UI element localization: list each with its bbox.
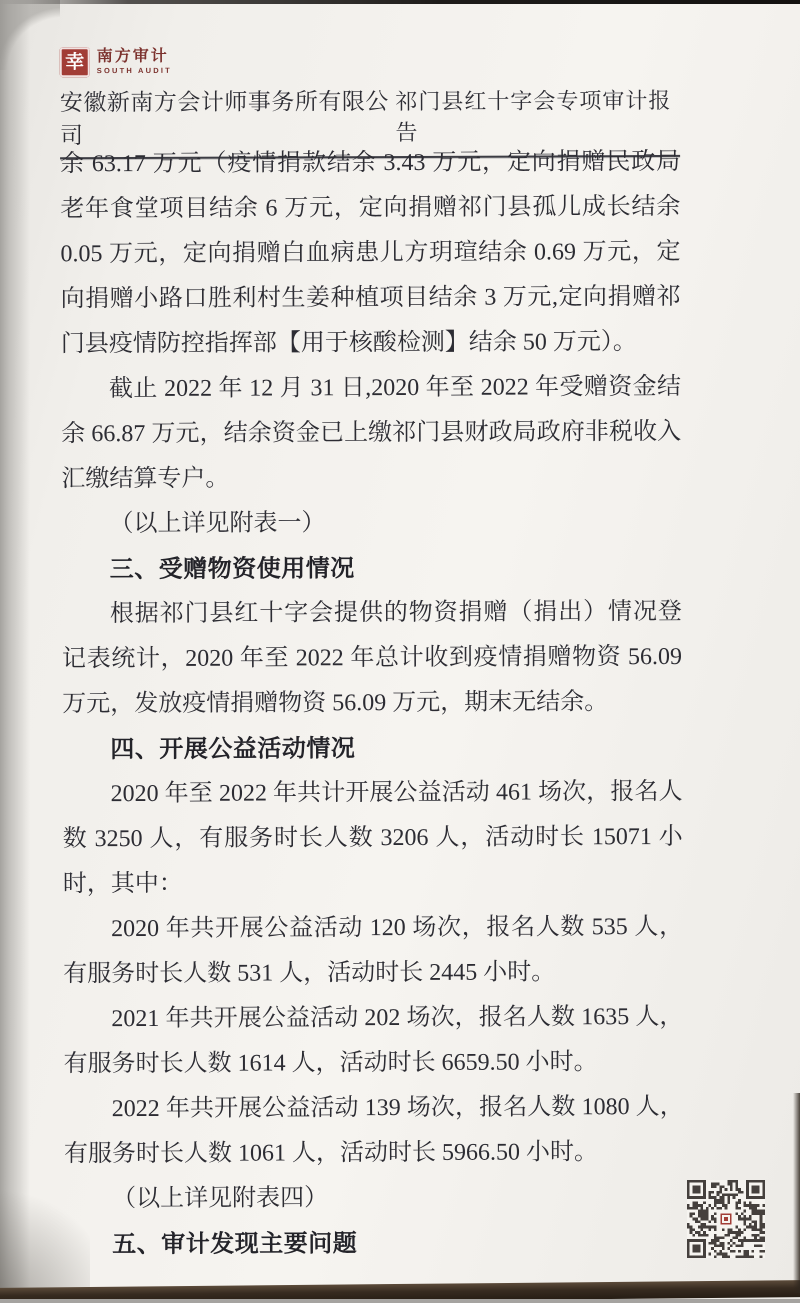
brand-wordmark <box>97 49 172 75</box>
paragraph: 2020 年至 2022 年共计开展公益活动 461 场次，报名人数 3250 人，有服务时长人数 3206 人，活动时长 15071 小时，其中： <box>62 778 683 898</box>
scan-corner-topleft <box>0 0 60 70</box>
firm-name: 安徽新南方会计师事务所有限公司 <box>59 89 389 149</box>
section-heading: 三、受赠物资使用情况 <box>109 555 355 584</box>
paragraph: （以上详见附表一） <box>109 510 326 538</box>
paragraph: （以上详见附表四） <box>112 1185 329 1213</box>
document-body <box>60 140 684 1267</box>
scan-edge-bottom-strip <box>0 1299 800 1303</box>
scan-edge-left <box>0 0 30 1303</box>
paragraph: 2020 年共开展公益活动 120 场次，报名人数 535 人，有服务时长人数 531 人，活动时长 2445 小时。 <box>63 913 684 988</box>
section-heading: 五、审计发现主要问题 <box>112 1230 358 1259</box>
paragraph: 截止 2022 年 12 月 31 日,2020 年至 2022 年受赠资金结余 66.87 万元，结余资金已上缴祁门县财政局政府非税收入汇缴结算专户。 <box>61 373 682 493</box>
firm-logo <box>60 45 680 77</box>
brand-name-en: SOUTH AUDIT <box>96 66 172 76</box>
brand-name-cn: 南方审计 <box>96 48 169 66</box>
firm-seal-icon <box>60 47 90 77</box>
seal-glyph: 幸 <box>65 51 85 73</box>
scan-shadow-bottomleft <box>0 1183 90 1303</box>
scan-edge-right <box>793 1093 800 1293</box>
paragraph: 2021 年共开展公益活动 202 场次，报名人数 1635 人，有服务时长人数 1614 人，活动时长 6659.50 小时。 <box>63 1003 684 1078</box>
paragraph: 根据祁门县红十字会提供的物资捐赠（捐出）情况登记表统计，2020 年至 2022 年总计收到疫情捐赠物资 56.09 万元，发放疫情捐赠物资 56.09 万元，期末无结余。 <box>61 598 683 718</box>
section-heading: 四、开展公益活动情况 <box>110 735 356 764</box>
scan-edge-top <box>0 0 800 4</box>
paragraph: 2022 年共开展公益活动 139 场次，报名人数 1080 人，有服务时长人数 1061 人，活动时长 5966.50 小时。 <box>63 1093 684 1168</box>
report-title: 祁门县红十字会专项审计报告 <box>395 87 672 146</box>
paragraph: 余 63.17 万元（疫情捐款结余 3.43 万元，定向捐赠民政局老年食堂项目结余 6 万元，定向捐赠祁门县孤儿成长结余 0.05 万元，定向捐赠白血病患儿方玥瑄结余 0.69 万元，定向捐赠小路口胜利村生姜种植项目结余 3 万元,定向捐赠祁门县疫情防控指挥部【用于核酸检测】结余 50 万元）。 <box>60 148 681 358</box>
qr-code-icon <box>687 1180 765 1258</box>
